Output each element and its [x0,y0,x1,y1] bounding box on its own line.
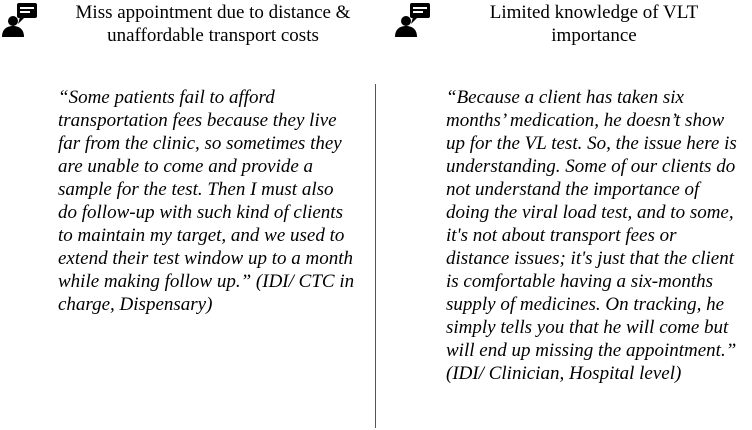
quote-line: supply of medicines. On tracking, he [446,294,725,315]
quote-line: transportation fees because they live [58,110,337,131]
quote-line: far from the clinic, so sometimes they [58,133,342,154]
theme-title [438,1,750,47]
quote-line: it's not about transport fees or [446,225,677,246]
theme-title-line: Limited knowledge of VLT [489,2,699,23]
quote-line: understanding. Some of our clients do [446,156,736,177]
quote-line: not understand the importance of [446,179,700,200]
theme-title [52,1,374,47]
quote-line: are unable to come and provide a [58,156,314,177]
interview-quote [446,86,752,385]
quote-line: “Some patients fail to afford [58,87,275,108]
quote-line: up for the VL test. So, the issue here is [446,133,737,154]
quote-line: do follow-up with such kind of clients [58,202,343,223]
quote-line: to maintain my target, and we used to [58,225,345,246]
person-speech-bubble-icon [0,2,40,38]
quote-line: sample for the test. Then I must also [58,179,334,200]
theme-title-line: importance [551,25,637,46]
column-divider [375,84,376,428]
quote-line: doing the viral load test, and to some, [446,202,734,223]
person-speech-bubble-icon [393,2,433,38]
quote-line: “Because a client has taken six [446,87,684,108]
quote-line: charge, Dispensary) [58,294,213,315]
theme-column-distance [0,0,375,430]
quote-line: distance issues; it's just that the client [446,248,734,269]
quote-line: months’ medication, he doesn’t show [446,110,725,131]
quote-line: will end up missing the appointment.” [446,340,737,361]
theme-column-knowledge [390,0,752,430]
quote-line: extend their test window up to a month [58,248,354,269]
theme-title-line: Miss appointment due to distance & [75,2,351,23]
quote-line: simply tells you that he will come but [446,317,729,338]
quote-line: while making follow up.” (IDI/ CTC in [58,271,355,292]
theme-title-line: unaffordable transport costs [107,25,319,46]
interview-quote [58,86,370,316]
quote-line: is comfortable having a six-months [446,271,714,292]
quote-line: (IDI/ Clinician, Hospital level) [446,363,682,384]
